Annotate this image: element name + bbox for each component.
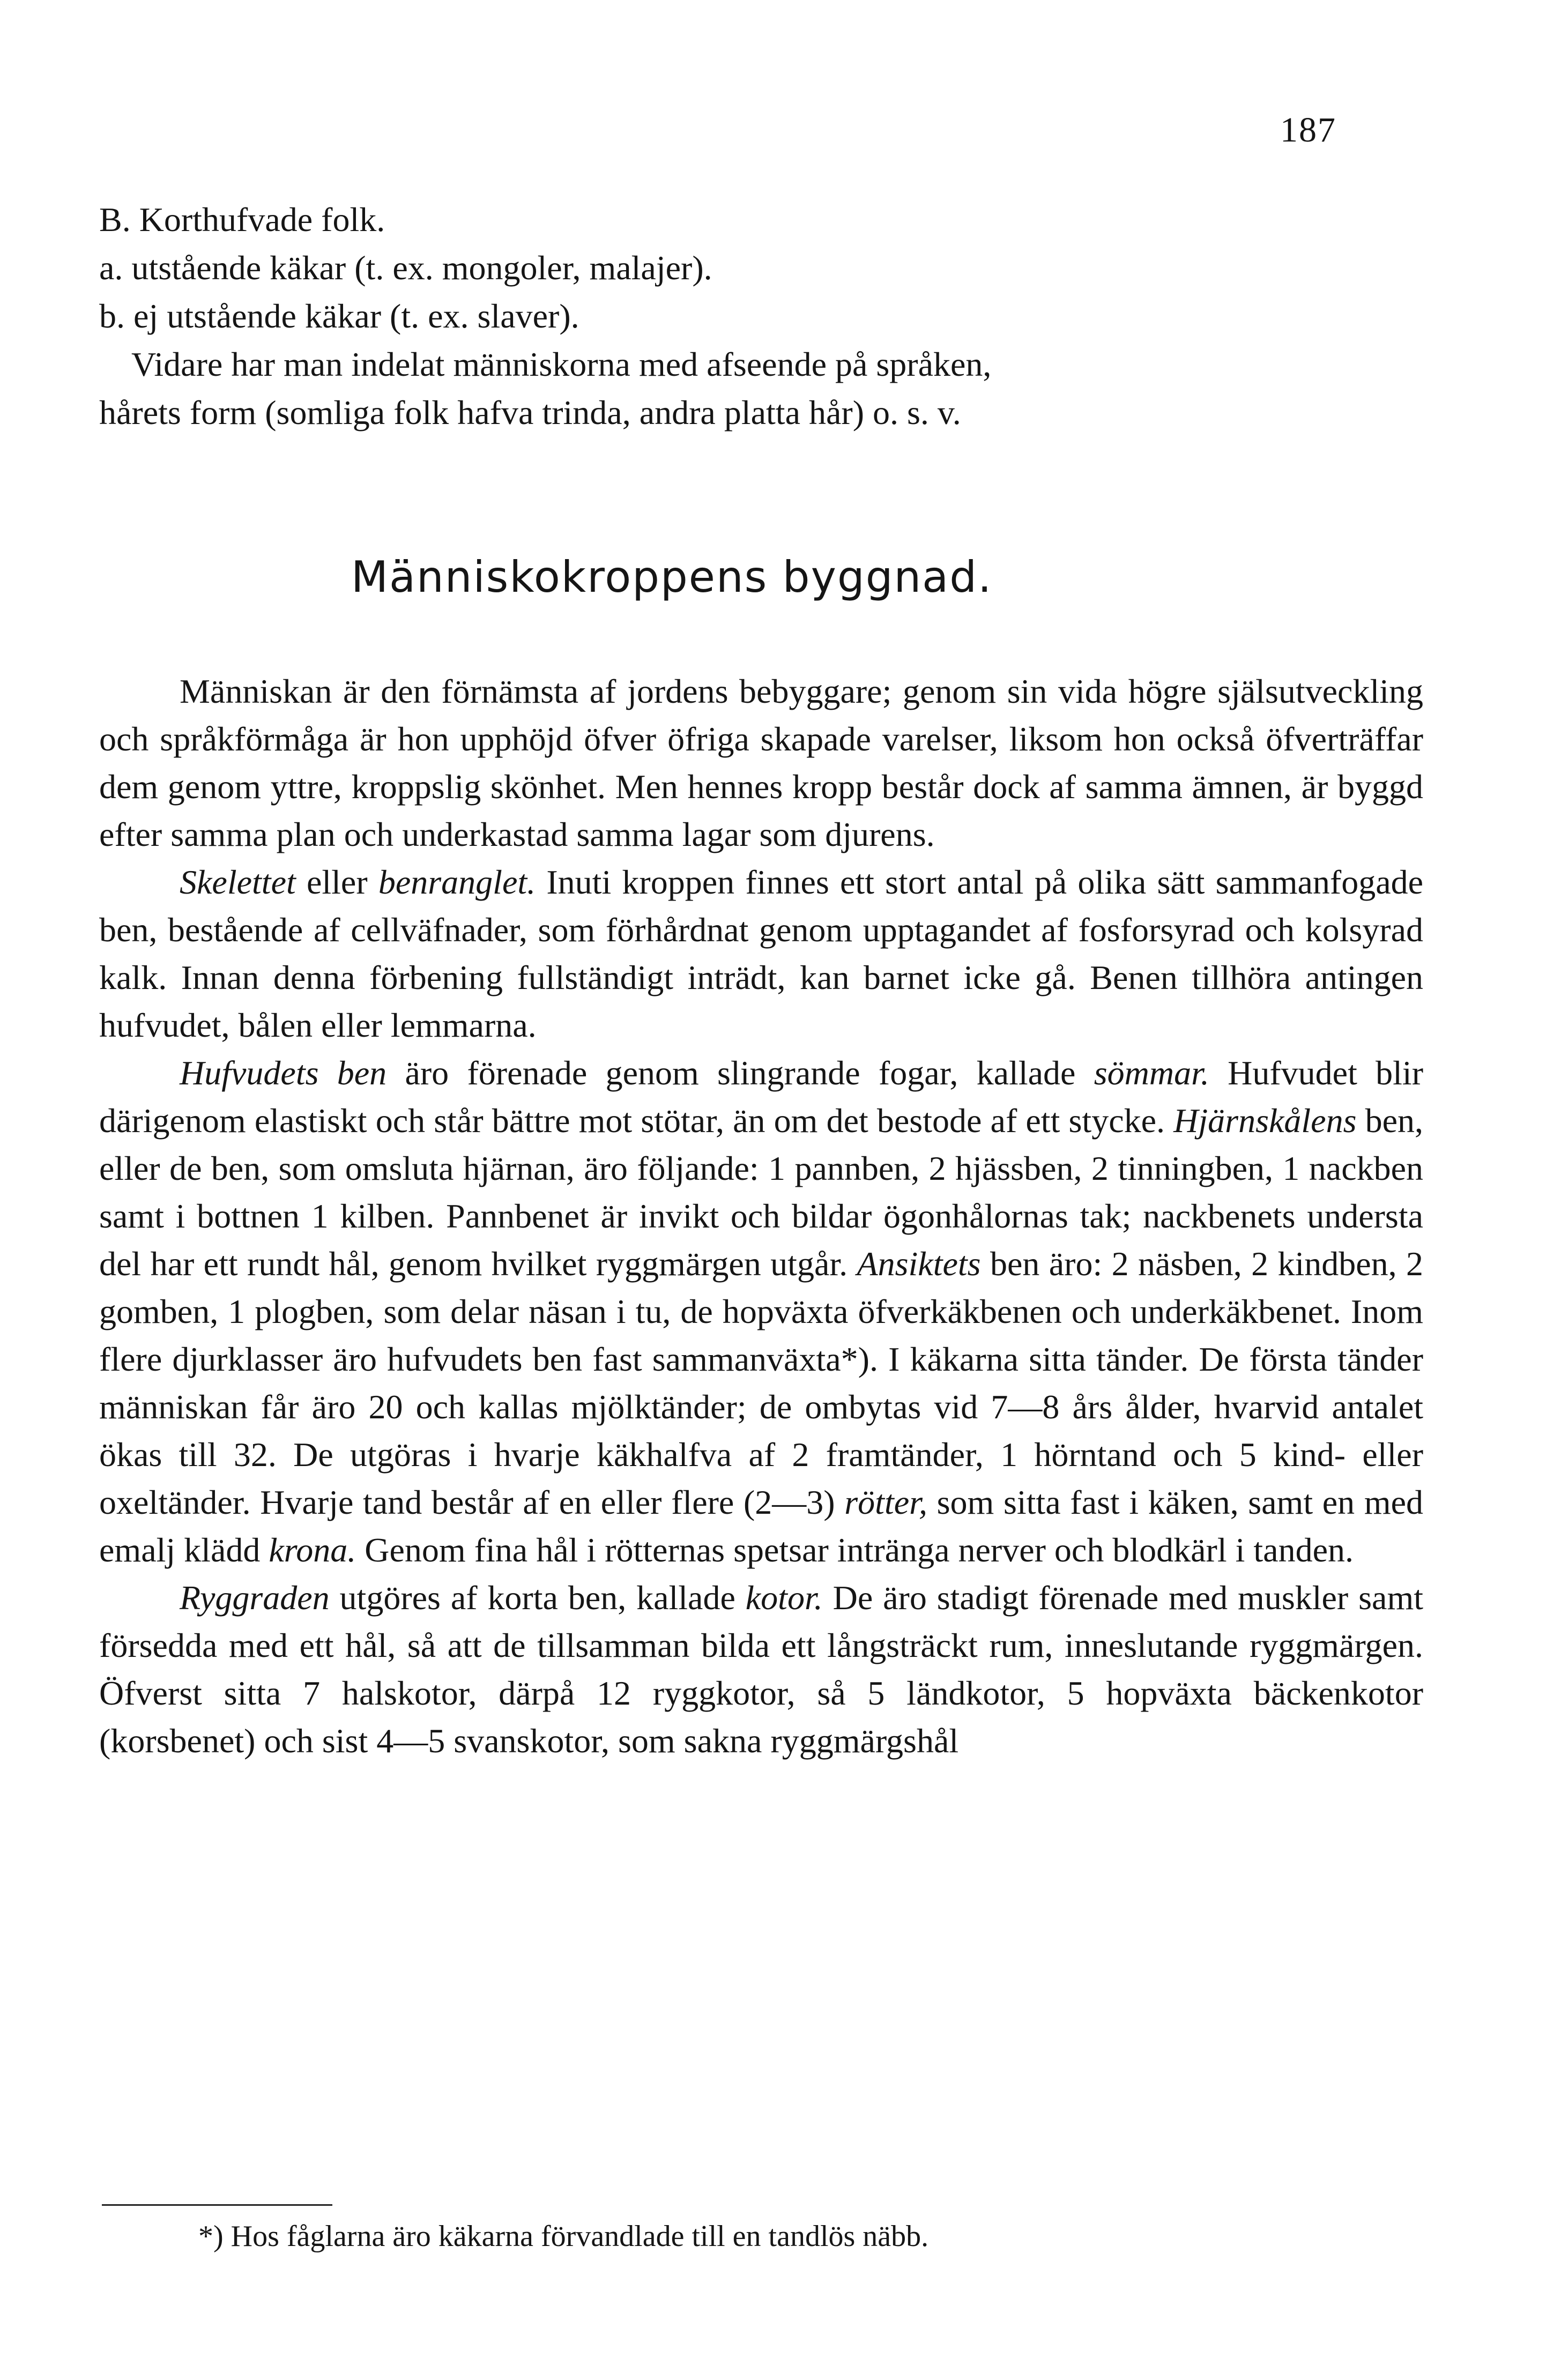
paragraph-3: Hufvudets ben äro förenade genom slingrande fogar, kallade sömmar. Hufvudet blir därigenom elastiskt och står bättre mot stötar, än om det bestode af ett stycke. Hjärnskålens ben, eller de ben, som omsluta hjärnan, äro följande: 1 pannben, 2 hjässben, 2 tinningben, 1 nackben samt i bottnen 1 kilben. Pannbenet är invikt och bildar ögonhålornas tak; nackbenets understa del har ett rundt hål, genom hvilket ryggmärgen utgår. Ansiktets ben äro: 2 näsben, 2 kindben, 2 gomben, 1 plogben, som delar näsan i tu, de hopväxta öfverkäkbenen och underkäkbenet. Inom flere djurklasser äro hufvudets ben fast sammanväxta*). I käkarna sitta tänder. De första tänder människan får äro 20 och kallas mjölktänder; de ombytas vid 7—8 års ålder, hvarvid antalet ökas till 32. De utgöras i hvarje käkhalfva af 2 framtänder, 1 hörntand och 5 kind- eller oxeltänder. Hvarje tand består af en eller flere (2—3) rötter, som sitta fast i käken, samt en med emalj klädd krona. Genom fina hål i rötternas spetsar intränga nerver och blodkärl i tanden. — [99, 1054, 1424, 1569]
term-ansiktets: Ansiktets — [857, 1245, 981, 1283]
paragraph-1: Människan är den förnämsta af jordens bebyggare; genom sin vida högre själsutveckling och språkförmåga är hon upphöjd öfver öfriga skapade varelser, liksom hon också öfverträffar dem genom yttre, kroppslig skönhet. Men hennes kropp består dock af samma ämnen, är byggd efter samma plan och underkastad samma lagar som djurens. — [99, 672, 1423, 853]
term-hjarnskalens: Hjärnskålens — [1173, 1102, 1357, 1140]
list-item-a: a. utstående käkar (t. ex. mongoler, malajer). — [99, 249, 712, 287]
body-text — [99, 667, 1423, 1765]
term-ryggraden: Ryggraden — [180, 1579, 330, 1617]
footnote-divider — [102, 2204, 332, 2206]
term-skelettet: Skelettet — [180, 863, 296, 901]
term-sommar: sömmar. — [1094, 1054, 1209, 1092]
intro-sentence-line1: Vidare har man indelat människorna med afseende på språken, — [131, 345, 992, 383]
term-kotor: kotor. — [745, 1579, 823, 1617]
intro-sentence-line2: hårets form (somliga folk hafva trinda, andra platta hår) o. s. v. — [99, 393, 961, 432]
classification-list — [99, 196, 1429, 437]
footnote: *) Hos fåglarna äro käkarna förvandlade till en tandlös näbb. — [198, 2220, 929, 2253]
list-heading: B. Korthufvade folk. — [99, 200, 385, 239]
term-rotter: rötter, — [844, 1483, 927, 1521]
paragraph-2: Skelettet eller benranglet. Inuti kroppen finnes ett stort antal på olika sätt sammanfogade ben, bestående af cellväfnader, som förhårdnat genom upptagandet af fosforsyrad och kolsyrad kalk. Innan denna förbening fullständigt inträdt, kan barnet icke gå. Benen tillhöra antingen hufvudet, bålen eller lemmarna. — [99, 863, 1424, 1044]
list-item-b: b. ej utstående käkar (t. ex. slaver). — [99, 297, 579, 335]
term-krona: krona. — [269, 1531, 356, 1569]
section-heading: Människokroppens byggnad. — [351, 552, 993, 602]
term-hufvudets-ben: Hufvudets ben — [180, 1054, 387, 1092]
paragraph-4: Ryggraden utgöres af korta ben, kallade kotor. De äro stadigt förenade med muskler samt försedda med ett hål, så att de tillsamman bilda ett långsträckt rum, inneslutande ryggmärgen. Öfverst sitta 7 halskotor, därpå 12 ryggkotor, så 5 ländkotor, 5 hopväxta bäckenkotor (korsbenet) och sist 4—5 svanskotor, som sakna ryggmärgshål — [99, 1579, 1424, 1760]
term-benranglet: benranglet. — [378, 863, 536, 901]
page-number: 187 — [1280, 110, 1336, 150]
